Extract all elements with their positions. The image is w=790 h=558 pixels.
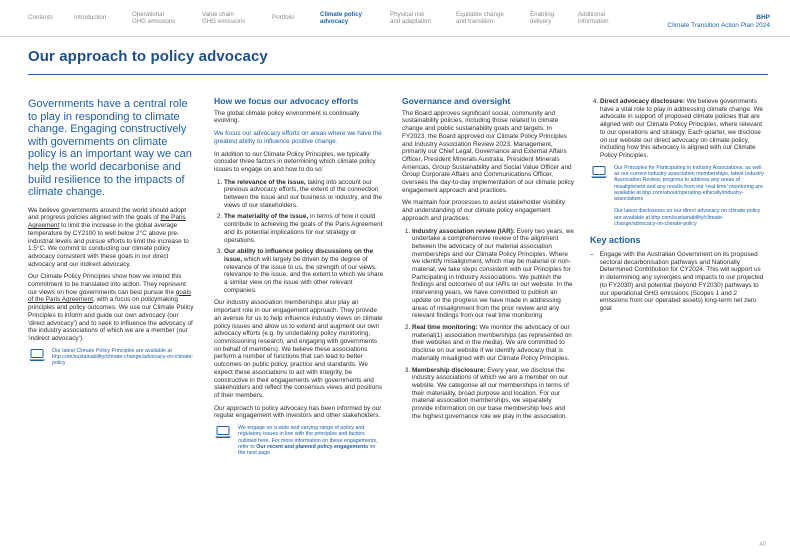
nav-enabling-delivery[interactable] [530, 11, 554, 25]
direct-advocacy-note-link[interactable]: Our latest disclosures on our direct advocacy on climate policy are available at bhp.com/sustainability/climate-change/advocacy-on-climate-policy [614, 208, 761, 227]
nav-value-chain-ghg-label: Value chain GHG emissions [202, 11, 246, 25]
nav-portfolio[interactable]: Portfolio [272, 14, 295, 21]
factor-title: Our ability to influence policy discussions on the issue, [224, 248, 374, 263]
principles-note-link[interactable]: Our latest Climate Policy Principles are available at bhp.com/sustainability/climate-change/advocacy-on-climate-policy [52, 347, 194, 367]
laptop-icon [214, 425, 232, 439]
process-text: Every year, we disclose the industry associations of which we are a member on our website. We categorise all our memberships in terms of their materiality, broad purpose and location. For our material association memberships, we separately provide information on our base membership fees and the highest governance role we play in the association. [412, 366, 569, 420]
factor-title: The materiality of the issue, [224, 213, 309, 221]
nav-enabling-delivery-label: Enabling delivery [530, 11, 555, 25]
process-item [600, 98, 764, 160]
engagement-note-c: on the next page [238, 443, 376, 457]
nav-operational-ghg[interactable] [132, 11, 175, 25]
process-item [412, 228, 574, 320]
nav-climate-policy-advocacy[interactable] [320, 11, 362, 25]
focus-intro: The global climate policy environment is continually evolving. [214, 109, 360, 125]
factor-item [224, 213, 384, 244]
lead-statement: Governments have a central role to play in responding to climate change. Engaging constructively with governments on climate policy is an important way we can help the world decarbonise and build resilience to the impacts of climate change. [28, 98, 192, 199]
nav-physical-risk-label: Physical risk and adaptation [390, 11, 431, 25]
factor-text: which will largely be driven by the degree of relevance of the issue to us, the strength of our views, relevance to the issue, and the extent to which we share a similar view on the issue with other relevant companies. [224, 255, 384, 294]
column-intro [28, 98, 196, 373]
paris-paragraph-a: We believe governments around the world should adopt and progress policies aligned with the goals of [28, 206, 186, 222]
process-title: Industry association review (IAR): [412, 227, 515, 235]
key-action-text: Engage with the Australian Government on its proposed sectoral decarbonisation pathways and Nationally Determined Contribution for CY2024. This will support us in determining any synergies and impacts to our projected (to FY2030) and potential (beyond FY2030) pathways to our operational GHG emissions (Scopes 1 and 2 emissions from our operated assets) long-term net zero goal [599, 251, 764, 312]
nav-contents[interactable]: Contents [28, 14, 53, 21]
governance-heading: Governance and oversight [402, 96, 511, 106]
principles-note [28, 348, 196, 367]
dash-bullet: – [590, 251, 594, 258]
column-advocacy-focus [214, 98, 384, 463]
nav-introduction[interactable]: Introduction [74, 14, 107, 21]
factor-text: in terms of how it could contribute to achieving the goals of the Paris Agreement and its potential implications for our strategy or operations. [224, 213, 383, 244]
nav-physical-risk[interactable] [390, 11, 431, 25]
process-item [412, 324, 574, 363]
nav-operational-ghg-label: Operational GHG emissions [132, 11, 176, 25]
top-navigation [0, 0, 790, 37]
process-title: Direct advocacy disclosure: [600, 98, 685, 105]
process-item [412, 367, 574, 421]
factor-title: The relevance of the issue, [224, 178, 306, 186]
paris-agreement-link[interactable]: the Paris Agreement [28, 214, 186, 230]
paris-paragraph [28, 207, 196, 269]
principles-paragraph-a: Our Climate Policy Principles show how we intend this commitment to be translated into action. They represent our views on how governments can best pursue the [28, 273, 186, 296]
page-title: Our approach to policy advocacy [28, 48, 268, 65]
brand-block [667, 14, 770, 30]
column-disclosure [590, 98, 764, 313]
title-divider [28, 74, 768, 75]
focus-highlight: We focus our advocacy efforts on areas where we have the greatest ability to influence positive change. [214, 130, 382, 145]
governance-paragraph: The Board approves significant social, community and sustainability policies, including those related to climate change and public sustainability goals and targets. In FY2023, the Board approved our Climate Policy Principles and Industry Association Review 2023. Management, primarily our Chief Legal, Governance and External Affairs Officer, President Minerals Australia, President Minerals Americas, Group Sustainability and Social Value Officer and Group Corporate Affairs and Communications Officer, oversees the day-to-day implementation of our climate policy engagement approach and practices. [402, 109, 574, 194]
engagement-note-text [238, 425, 384, 456]
factor-text: taking into account our previous advocacy efforts, the extent of the connection between the issue and our business or industry, and the views of our stakeholders. [224, 178, 382, 209]
nav-equitable-change-label: Equitable change and transition [456, 11, 504, 25]
column-governance [402, 98, 574, 425]
factor-item [224, 179, 384, 210]
focus-factors-intro: In addition to our Climate Policy Principles, we typically consider three factors in determining which climate policy issues to engage on and how to do so: [214, 150, 376, 173]
stakeholder-paragraph: Our approach to policy advocacy has been informed by our regular engagement with investors and other stakeholders. [214, 404, 382, 420]
engagement-note [214, 425, 384, 456]
factor-item [224, 248, 384, 294]
report-title: Climate Transition Action Plan 2024 [667, 22, 770, 29]
paris-paragraph-b: to limit the increase in the global average temperature by CY2100 to well below 2°C above pre-industrial levels and pursue efforts to limit the increase to 1.5°C. We commit to conducting our climate policy advocacy consistent with these goals in our direct advocacy and our indirect advocacy. [28, 222, 189, 268]
laptop-icon [590, 165, 608, 179]
brand-logo-text: BHP [756, 14, 770, 21]
nav-additional-information[interactable] [578, 11, 609, 25]
principles-paragraph [28, 273, 196, 342]
process-list-continued [590, 98, 764, 160]
paris-goals-link[interactable]: goals of the Paris Agreement [28, 288, 192, 304]
key-action-item [590, 251, 764, 313]
process-text: Every two years, we undertake a comprehensive review of the alignment between the advocacy of our material association memberships and our Climate Policy Principles. Where we identify misalignment, which may be material or non-material, we take steps consistent with our Principles for Participating in Industry Associations. We publish the findings and outcomes of our IARs on our website. In the intervening years, we have committed to publish an update on the progress we have made in addressing areas of misalignment from the prior review and any relevant findings from our real time monitoring [412, 227, 574, 320]
advocacy-focus-heading: How we focus our advocacy efforts [214, 96, 359, 106]
process-text: We monitor the advocacy of our material(1) association memberships (as represented on their websites and in the media). We are committed to disclose on our website if we identify advocacy that is materially misaligned with our Climate Policy Principles. [412, 323, 572, 362]
principles-paragraph-b: , with a focus on policymaking principles and policy outcomes. We use our Climate Policy Principles to inform and guide our own advocacy (our 'direct advocacy') and to seek to influence the advocacy of the industry associations of which we are a member (our 'indirect advocacy'). [28, 296, 194, 342]
key-actions-heading: Key actions [590, 235, 641, 246]
process-text: We believe governments have a vital role to play in addressing climate change. We advocate in support of proposed climate policies that are aligned with our Climate Policy Principles, where relevant to our operations and strategy. Each quarter, we disclose on our website our direct advocacy on climate policy, including how this advocacy is aligned with our Climate Policy Principles. [600, 98, 763, 159]
nav-additional-information-label: Additional information [578, 11, 609, 25]
processes-intro: We maintain four processes to assist stakeholder visibility and understanding of our climate policy engagement approach and practices: [402, 199, 565, 222]
associations-note-link[interactable]: Our Principles for Participating in Industry Associations, as well as our current industry association memberships, latest Industry Association Review, progress to address any areas of misalignment and any results from our 'real time' monitoring are available at bhp.com/about/operating-ethically/industry-associations [614, 164, 764, 203]
process-list [402, 228, 574, 421]
association-paragraph: Our industry association memberships also play an important role in our engagement approach. They provide an avenue for us to help influence industry views on climate policy issues and allow us to extend and augment our own advocacy efforts (e.g. by undertaking policy monitoring, commissioning research, and engaging with governments on behalf of members). We believe these associations perform a number of functions that can lead to better outcomes on public policy, practice and standards. We expect these associations to act with integrity, be constructive in their engagements with governments and stakeholders and reflect the consensus views and positions of their members. [214, 299, 383, 399]
engagement-note-a: We engage on a wide and varying range of policy and regulatory issues in line with the principles and factors outlined here. For more information on these engagements, refer to [238, 425, 378, 450]
page-number: 40 [759, 542, 766, 548]
process-title: Real time monitoring: [412, 323, 478, 331]
direct-advocacy-note [590, 208, 764, 227]
nav-climate-policy-advocacy-label: Climate policy advocacy [320, 11, 362, 25]
process-title: Membership disclosure: [412, 366, 486, 374]
nav-equitable-change[interactable] [456, 11, 504, 25]
laptop-icon [28, 348, 46, 362]
associations-note [590, 165, 764, 203]
factor-list [214, 179, 384, 295]
nav-value-chain-ghg[interactable] [202, 11, 245, 25]
policy-engagements-link[interactable]: Our recent and planned policy engagements [256, 443, 369, 450]
